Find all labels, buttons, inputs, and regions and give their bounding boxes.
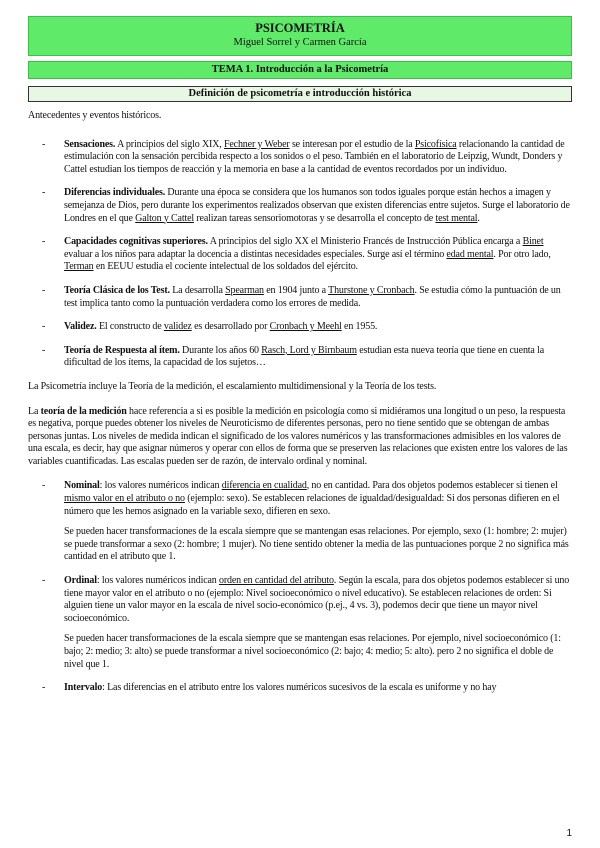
item-text: en EEUU estudia el cociente intelectual de los soldados del ejército. <box>93 261 358 273</box>
item-term: Diferencias individuales. <box>64 187 166 199</box>
item-text: . Por otro lado, <box>493 248 551 260</box>
document-body <box>28 110 572 706</box>
measurement-term: teoría de la medición <box>40 405 127 417</box>
psychometrics-paragraph: La Psicometría incluye la Teoría de la medición, el escalamiento multidimensional y la Teoría de los tests. <box>28 380 437 392</box>
item-text: , no en cantidad. Para dos objetos podemos establecer si tienen el <box>306 480 558 492</box>
item-underlined: orden en cantidad del atributo <box>218 575 334 587</box>
item-text: La desarrolla <box>169 284 226 296</box>
bullet-dash: - <box>42 236 46 248</box>
bullet-dash: - <box>42 575 46 587</box>
paragraph-text: La <box>28 405 41 417</box>
item-term: Teoría Clásica de los Test. <box>64 284 170 296</box>
item-underlined: Cronbach y Meehl <box>269 321 342 333</box>
list-item <box>28 285 572 310</box>
list-item <box>28 345 572 370</box>
document-title: PSICOMETRÍA <box>255 21 345 35</box>
item-underlined: Psicofísica <box>414 138 457 150</box>
levels-list <box>28 480 572 694</box>
item-term: Ordinal <box>64 575 97 587</box>
item-underlined: test mental <box>435 212 478 224</box>
bullet-dash: - <box>42 344 46 356</box>
measurement-paragraph <box>28 406 572 469</box>
item-underlined: Binet <box>522 236 544 248</box>
item-subparagraph: Se pueden hacer transformaciones de la escala siempre que se mantengan esas relaciones. Por ejemplo, nivel socioeconómico (1: bajo; 2: medio; 3: alto) se puede transformar a nivel socioeconómico (2: bajo; 4: medio; 5: alto). pero 2 no significa el doble de nivel que 1. <box>64 633 561 670</box>
list-item <box>28 575 572 671</box>
list-item <box>28 236 572 274</box>
item-term: Teoría de Respuesta al ítem. <box>64 344 180 356</box>
item-term: Capacidades cognitivas superiores. <box>64 236 208 248</box>
section-heading: Definición de psicometría e introducción histórica <box>28 86 572 102</box>
item-subparagraph: Se pueden hacer transformaciones de la escala siempre que se mantengan esas relaciones. Por ejemplo, sexo (1: hombre; 2: mujer) se puede transformar a sexo (2: hombre; 1 mujer). No tiene sentido obtener la media de las puntuaciones porque 2 no significa más cantidad en el atributo que 1. <box>64 526 569 563</box>
list-item <box>28 187 572 225</box>
topic-heading: TEMA 1. Introducción a la Psicometría <box>28 61 572 79</box>
item-underlined: validez <box>163 321 192 333</box>
item-text: : los valores numéricos indican <box>96 575 219 587</box>
bullet-dash: - <box>42 284 46 296</box>
item-text: El constructo de <box>96 321 164 333</box>
item-text: . Se estudia cómo la puntuación de un test implica tanto como la puntuación verdadera como los errores de medida. <box>64 284 561 309</box>
item-text: (ejemplo: sexo). Se establecen relaciones de igualdad/desigualdad: Si dos personas difieren en el número que les hemos asignado en la variable sexo, difieren en sexo. <box>64 493 560 517</box>
item-underlined: mismo valor en el atributo o no <box>64 493 185 505</box>
bullet-dash: - <box>42 682 46 694</box>
item-text: en 1955. <box>341 321 378 333</box>
document-authors: Miguel Sorrel y Carmen García <box>233 37 367 48</box>
document-header <box>28 16 572 56</box>
item-text: A principios del siglo XX el Ministerio Francés de Instrucción Pública encarga a <box>207 236 523 248</box>
item-text: Durante una época se considera que los humanos son todos iguales porque están hechos a imagen y semejanza de Dios, pero durante los experimentos realizados observan que existen diferencias entre sujetos. Surge el laboratorio de Londres en el que <box>64 187 570 224</box>
item-text: A principios del siglo XIX, <box>115 138 224 150</box>
item-text: estudian esta nueva teoría que tiene en cuenta la dificultad de los ítems, la capacidad de los sujetos… <box>64 344 544 369</box>
item-text: Durante los años 60 <box>179 344 262 356</box>
bullet-dash: - <box>42 480 46 492</box>
bullet-dash: - <box>42 138 46 150</box>
item-text: : Las diferencias en el atributo entre los valores numéricos sucesivos de la escala es uniforme y no hay <box>102 682 497 694</box>
item-underlined: Thurstone y Cronbach <box>328 284 415 296</box>
item-text: : los valores numéricos indican <box>99 480 222 492</box>
item-text: en 1904 junto a <box>263 284 329 296</box>
intro-paragraph: Antecedentes y eventos históricos. <box>28 110 162 121</box>
page-number: 1 <box>566 828 572 839</box>
item-underlined: diferencia en cualidad <box>221 480 307 492</box>
list-item <box>28 480 572 564</box>
item-underlined: Spearman <box>225 284 264 296</box>
item-underlined: Rasch, Lord y Birnbaum <box>261 344 357 356</box>
item-underlined: Galton y Cattel <box>135 212 195 224</box>
item-text: . Según la escala, para dos objetos podemos establecer si uno tiene mayor valor en el atributo o no (ejemplo: Nivel socioeconómico o nivel educativo). Se establecen relaciones de orden: Si alguien tiene un valor mayor en la escala de nivel socio-económico (p.ej., 4 vs. 3), podemos decir que tiene un mayor nivel socioeconómico. <box>64 575 570 624</box>
item-text: . <box>477 212 480 224</box>
item-text: evaluar a los niños para adaptar la docencia a distintas necesidades especiales. Surge así el término <box>64 248 447 260</box>
item-underlined: Terman <box>64 261 94 273</box>
item-underlined: Fechner y Weber <box>223 138 290 150</box>
list-item <box>28 321 572 334</box>
bullet-dash: - <box>42 187 46 199</box>
item-term: Nominal <box>64 480 100 492</box>
item-term: Intervalo <box>64 682 103 694</box>
item-text: realizan tareas sensoriomotoras y se desarrolla el concepto de <box>194 212 436 224</box>
item-term: Sensaciones. <box>64 138 116 150</box>
item-text: se interesan por el estudio de la <box>289 138 415 150</box>
bullet-dash: - <box>42 321 46 333</box>
list-item <box>28 682 572 695</box>
item-text: es desarrollado por <box>191 321 270 333</box>
item-term: Validez. <box>64 321 97 333</box>
paragraph-text: hace referencia a si es posible la medición en psicología como si midiéramos una longitud o un peso, la respuesta es negativa, porque puedes obtener los niveles de Neuroticismo de diferentes personas, pero no tiene sentido que se obtengan de ambas personas juntas. Los niveles de medida indican el significado de los valores numéricos y las transformaciones admisibles en los valores de una escala, es decir, hay que asignar números y operar con ellos de forma que se preserven las relaciones que existen entre los valores de las variables cuantificadas. Las escalas pueden ser de razón, de intervalo ordinal y nominal. <box>28 405 568 467</box>
item-underlined: edad mental <box>446 248 494 260</box>
item-text: relacionando la cantidad de estimulación con la sensación percibida respecto a los sonidos o el peso. También en el laboratorio de Leipzig, Wundt, Donders y Cattel estudian los tiempos de reacción y la memoria en base a la cantidad de eventos recordados por un individuo. <box>64 138 565 175</box>
list-item <box>28 139 572 177</box>
history-list <box>28 139 572 370</box>
